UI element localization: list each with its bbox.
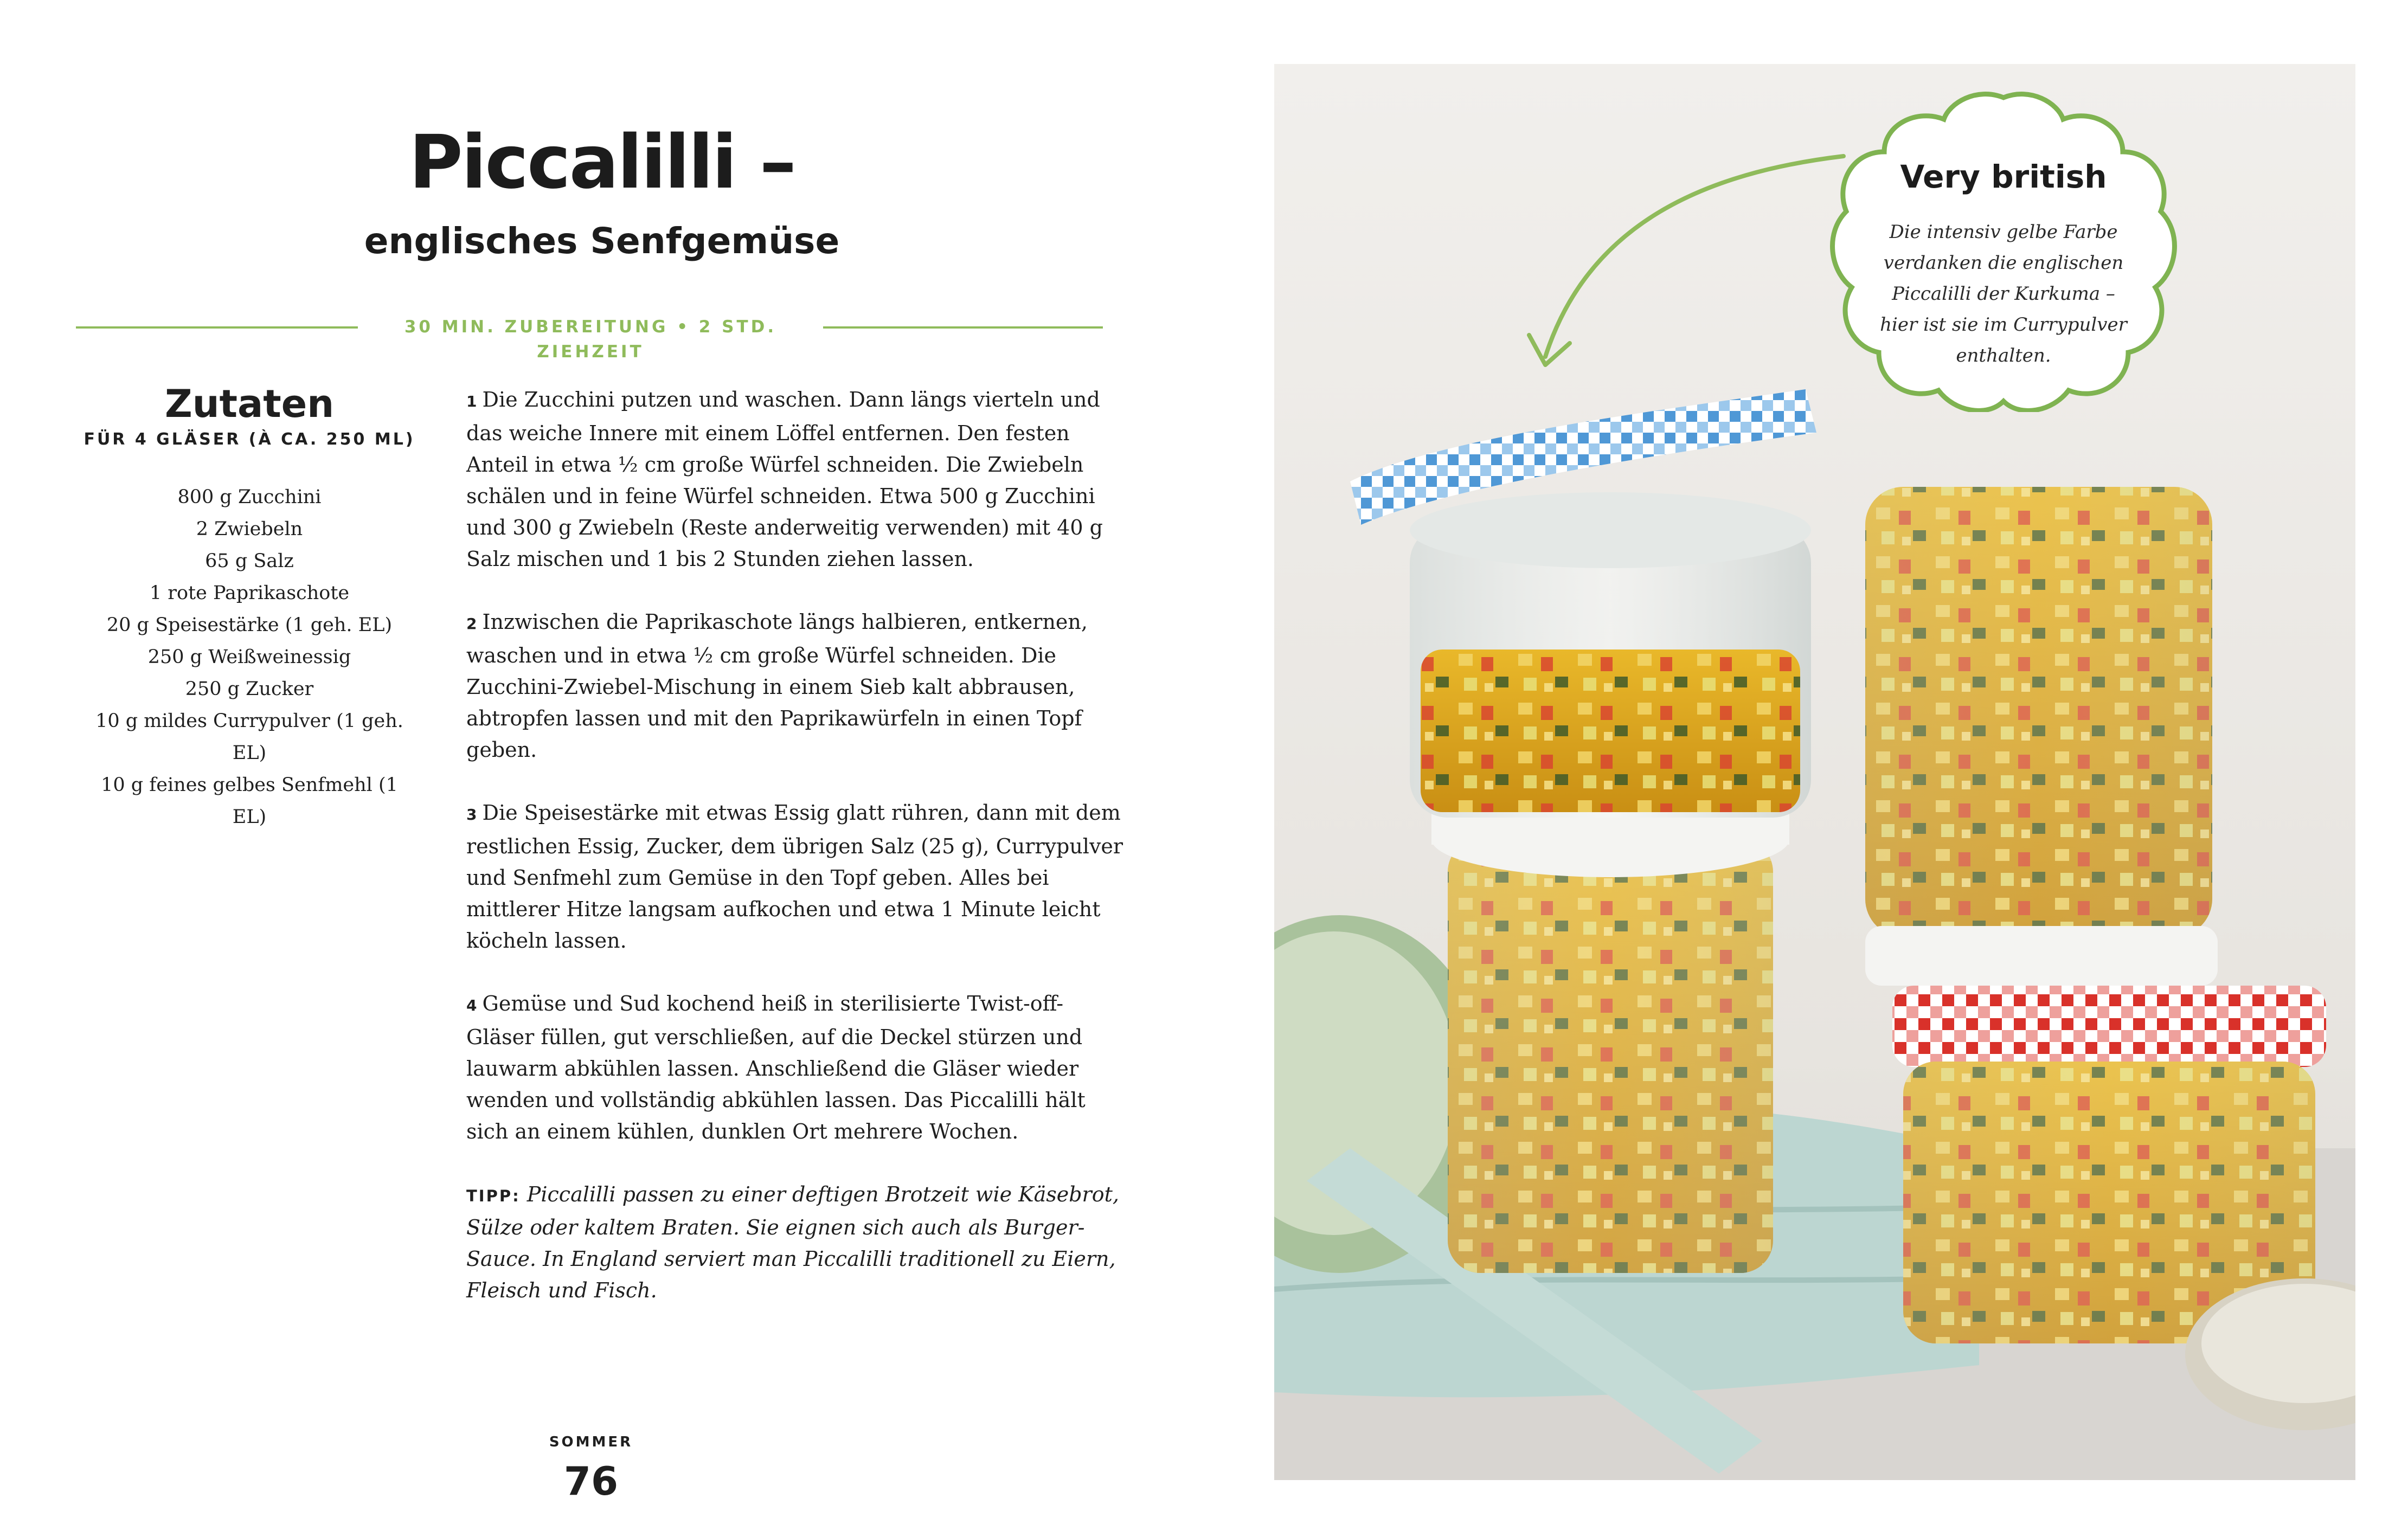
tip-label: TIPP: [466, 1187, 521, 1205]
step-text: Gemüse und Sud kochend heiß in sterilisierte Twist-off-Gläser füllen, gut verschließen, auf die Deckel stürzen und lauwarm abkühlen lassen. Anschließend die Gläser wieder wenden und vollständig abkühlen lassen. Das Piccalilli hält sich an einem kühlen, dunklen Ort mehrere Wochen. [466, 992, 1086, 1143]
ingredient-item: 10 g feines gelbes Senfmehl (1 EL) [101, 774, 398, 828]
step-text: Die Speisestärke mit etwas Essig glatt rühren, dann mit dem restlichen Essig, Zucker, dem übrigen Salz (25 g), Currypulver und Senfmehl zum Gemüse in den Topf geben. Alles bei mittlerer Hitze langsam aufkochen und etwa 1 Minute leicht köcheln lassen. [466, 801, 1123, 953]
callout-title: Very british [1900, 158, 2107, 195]
time-info-row [76, 314, 1103, 362]
tip-paragraph [466, 1179, 1128, 1306]
method-steps [466, 384, 1128, 1306]
tip-text: Piccalilli passen zu einer deftigen Brotzeit wie Käsebrot, Sülze oder kaltem Braten. Sie eignen sich auch als Burger-Sauce. In England serviert man Piccalilli traditionell zu Eiern, Fleisch und Fisch. [466, 1182, 1119, 1302]
ingredient-item: 65 g Salz [205, 550, 294, 572]
step-number: 3 [466, 806, 477, 824]
ingredient-item: 250 g Zucker [185, 678, 314, 700]
step-number: 2 [466, 615, 477, 633]
ingredient-item: 800 g Zucchini [177, 486, 322, 508]
recipe-subtitle: englisches Senfgemüse [364, 220, 840, 262]
page-number: 76 [563, 1458, 619, 1504]
step-number: 1 [466, 393, 477, 410]
method-step [466, 384, 1128, 575]
ingredients-yield: FÜR 4 GLÄSER (À CA. 250 ML) [84, 430, 415, 449]
time-info: 30 MIN. ZUBEREITUNG • 2 STD. ZIEHZEIT [404, 317, 777, 362]
section-label: SOMMER [549, 1434, 633, 1450]
step-text: Inzwischen die Paprikaschote längs halbieren, entkernen, waschen und in etwa ½ cm große Würfel schneiden. Die Zucchini-Zwiebel-Mischung in einem Sieb kalt abbrausen, abtropfen lassen und mit den Paprikawürfeln in einen Topf geben. [466, 610, 1088, 762]
ingredient-item: 1 rote Paprikaschote [149, 582, 350, 604]
method-step [466, 988, 1128, 1147]
callout-bubble [1830, 87, 2177, 412]
callout-text: Die intensiv gelbe Farbe verdanken die englischen Piccalilli der Kurkuma – hier ist sie im Currypulver enthalten. [1880, 221, 2127, 366]
ingredients-heading: Zutaten [164, 382, 335, 426]
step-text: Die Zucchini putzen und waschen. Dann längs vierteln und das weiche Innere mit einem Löffel entfernen. Den festen Anteil in etwa ½ cm große Würfel schneiden. Die Zwiebeln schälen und in feine Würfel schneiden. Etwa 500 g Zucchini und 300 g Zwiebeln (Reste anderweitig verwenden) mit 40 g Salz mischen und 1 bis 2 Stunden ziehen lassen. [466, 388, 1103, 571]
step-number: 4 [466, 996, 477, 1014]
method-step [466, 606, 1128, 766]
method-step [466, 797, 1128, 956]
recipe-title: Piccalilli – [409, 120, 795, 205]
ingredient-item: 2 Zwiebeln [196, 518, 303, 540]
divider-line-right [823, 326, 1103, 329]
ingredient-item: 20 g Speisestärke (1 geh. EL) [106, 614, 393, 636]
divider-line-left [76, 326, 358, 329]
ingredient-item: 10 g mildes Currypulver (1 geh. EL) [95, 710, 403, 764]
ingredient-item: 250 g Weißweinessig [147, 646, 351, 668]
recipe-photo [1274, 64, 2355, 1480]
ingredients-list [81, 481, 418, 833]
